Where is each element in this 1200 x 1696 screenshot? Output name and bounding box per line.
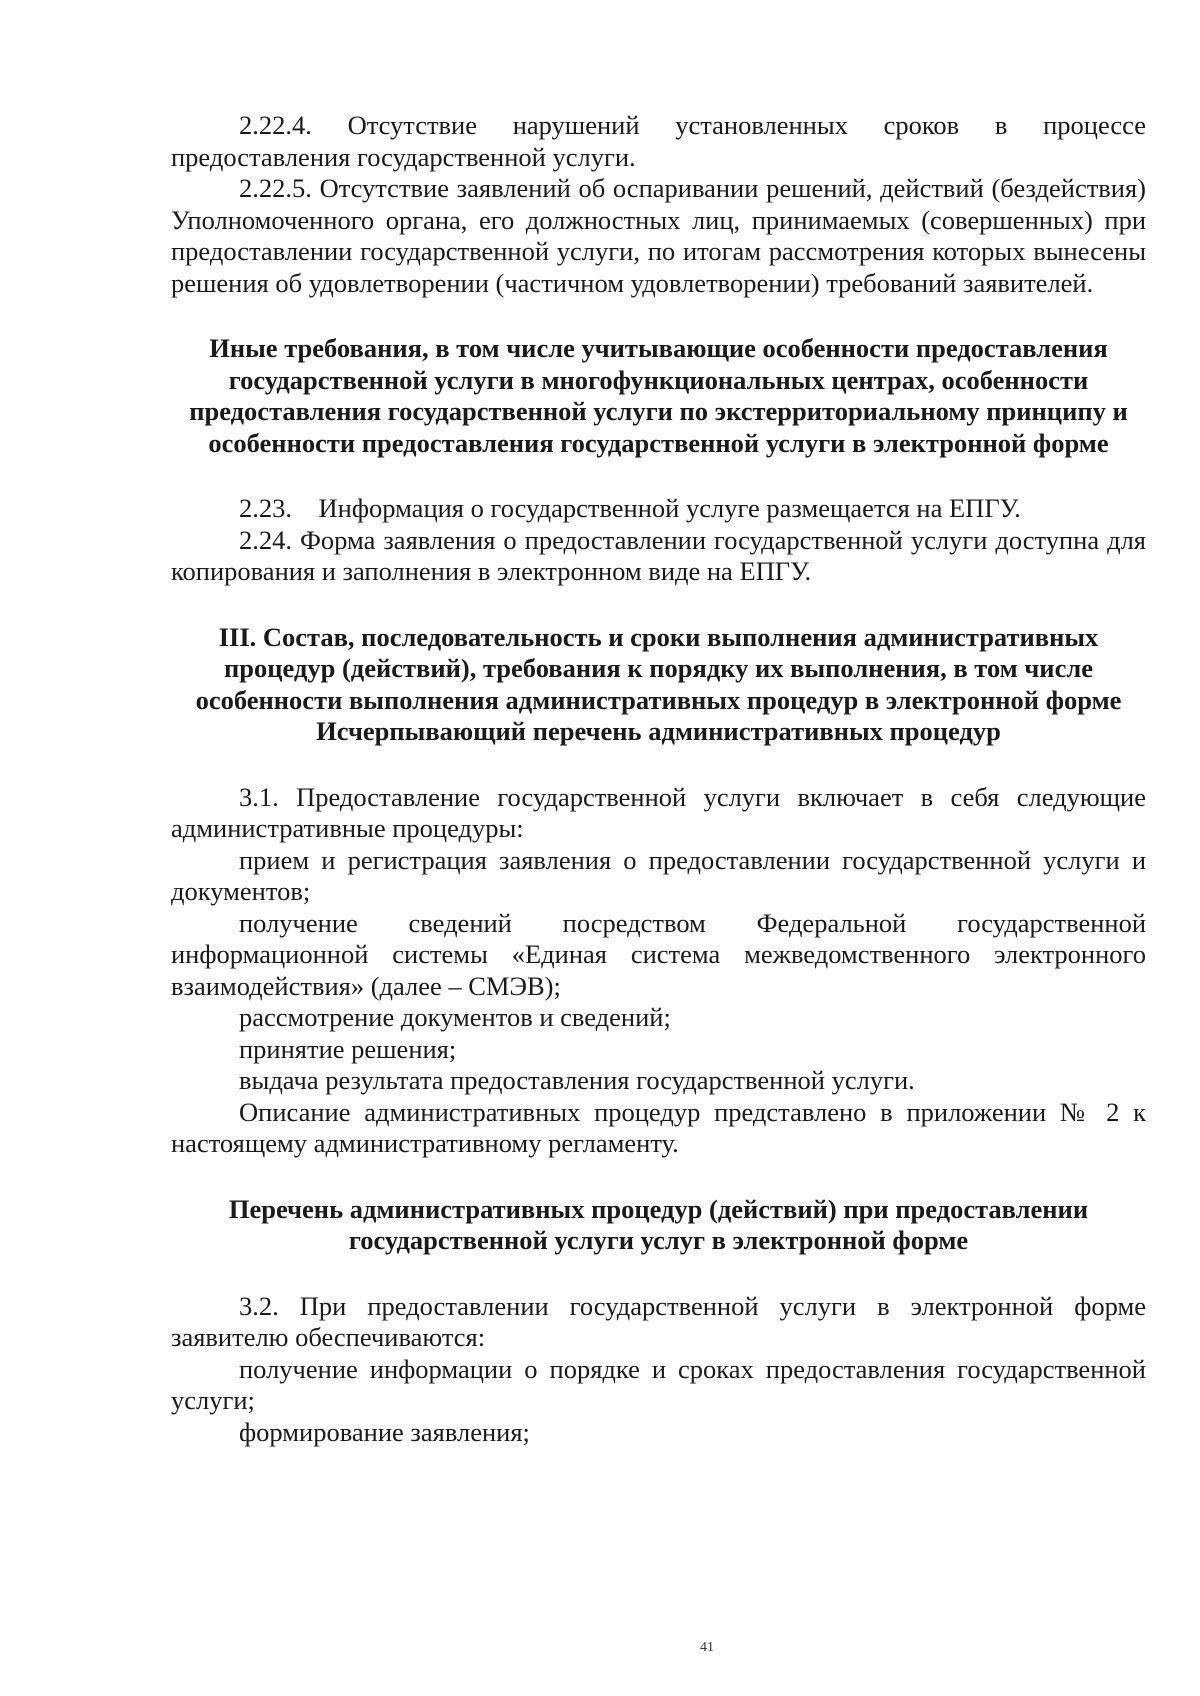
section-heading-other-requirements: Иные требования, в том числе учитывающие особенности предоставления государственной услуги в многофункциональных центрах, особенности предоставления государственной услуги по экстерриториальному принципу и особенности предоставления государственной услуги в электронной форме (189, 333, 1128, 458)
section-heading-iii: III. Состав, последовательность и сроки выполнения административных процедур (действий), требования к порядку их выполнения, в том числе особенности выполнения административных процедур в электронной форме (195, 621, 1122, 715)
list-item-information: получение информации о порядке и сроках предоставления государственной услуги; (171, 1353, 1146, 1415)
paragraph-2-24: 2.24. Форма заявления о предоставлении государственной услуги доступна для копирования и заполнения в электронном виде на ЕПГУ. (171, 524, 1146, 586)
page-number: 41 (700, 1640, 714, 1655)
paragraph-2-22-5: 2.22.5. Отсутствие заявлений об оспаривании решений, действий (бездействия) Уполномоченного органа, его должностных лиц, принимаемых (совершенных) при предоставлении государственной услуги, по итогам рассмотрения которых вынесены решения об удовлетворении (частичном удовлетворении) требований заявителей. (171, 173, 1146, 298)
list-item-review: рассмотрение документов и сведений; (239, 1002, 671, 1032)
list-item-decision: принятие решения; (239, 1033, 457, 1064)
paragraph-3-1: 3.1. Предоставление государственной услуги включает в себя следующие административные процедуры: (171, 781, 1146, 843)
document-page (171, 110, 1146, 1448)
list-item-reception: прием и регистрация заявления о предоставлении государственной услуги и документов; (171, 844, 1146, 906)
list-item-result: выдача результата предоставления государственной услуги. (239, 1065, 915, 1095)
paragraph-2-23: 2.23. Информация о государственной услуге размещается на ЕПГУ. (239, 493, 1021, 523)
paragraph-3-2: 3.2. При предоставлении государственной услуги в электронной форме заявителю обеспечиваются: (171, 1290, 1146, 1352)
paragraph-appendix-reference: Описание административных процедур представлено в приложении № 2 к настоящему административному регламенту. (171, 1096, 1146, 1158)
list-item-application-forming: формирование заявления; (239, 1416, 530, 1447)
list-item-smev: получение сведений посредством Федеральной государственной информационной системы «Единая система межведомственного электронного взаимодействия» (далее – СМЭВ); (171, 907, 1146, 1001)
section-heading-electronic-procedures: Перечень административных процедур (действий) при предоставлении государственной услуги услуг в электронной форме (228, 1193, 1089, 1255)
subheading-procedures-list: Исчерпывающий перечень административных процедур (316, 716, 1001, 746)
paragraph-2-22-4: 2.22.4. Отсутствие нарушений установленных сроков в процессе предоставления государственной услуги. (171, 110, 1146, 172)
